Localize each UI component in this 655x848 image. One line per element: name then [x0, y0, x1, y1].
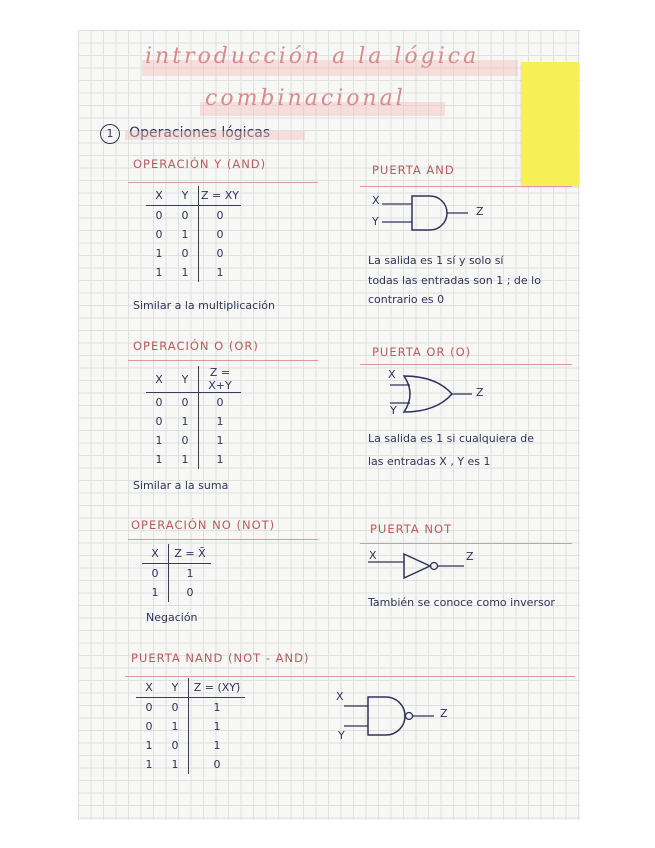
table-header: X — [136, 678, 162, 698]
nand-gate-icon — [334, 694, 454, 738]
table-cell: 0 — [155, 209, 163, 222]
table-cell: 1 — [199, 263, 242, 282]
or-input-x: X — [388, 368, 396, 381]
table-cell: 1 — [169, 564, 212, 584]
table-header: Y — [162, 678, 189, 698]
table-cell: 1 — [181, 228, 189, 241]
table-cell: 0 — [199, 244, 242, 263]
and-input-x: X — [372, 194, 380, 207]
and-desc-line3: contrario es 0 — [368, 293, 445, 306]
table-cell: 0 — [181, 247, 189, 260]
nand-output-z: Z — [440, 707, 448, 720]
nand-heading: PUERTA NAND (NOT - AND) — [131, 651, 310, 665]
table-cell: 0 — [145, 720, 153, 733]
and-note: Similar a la multiplicación — [133, 299, 275, 312]
table-cell: 0 — [181, 434, 189, 447]
and-gate-icon — [368, 192, 488, 234]
table-row — [146, 393, 241, 413]
and-output-z: Z — [476, 205, 484, 218]
table-row — [146, 450, 241, 469]
not-truth-table — [142, 544, 211, 602]
table-cell: 1 — [181, 453, 189, 466]
not-note: Negación — [146, 611, 198, 624]
table-cell: 1 — [155, 247, 163, 260]
or-output-z: Z — [476, 386, 484, 399]
table-cell: 1 — [145, 739, 153, 752]
table-cell: 1 — [151, 586, 159, 599]
table-cell: 0 — [199, 225, 242, 244]
table-cell: 0 — [171, 739, 179, 752]
or-truth-table — [146, 366, 241, 469]
table-cell: 1 — [199, 412, 242, 431]
table-row — [136, 755, 245, 774]
nand-truth-table — [136, 678, 245, 774]
table-cell: 0 — [171, 701, 179, 714]
not-gate-icon — [368, 552, 480, 582]
table-cell: 1 — [155, 266, 163, 279]
table-cell: 1 — [181, 266, 189, 279]
not-gate-rule — [360, 543, 572, 544]
table-cell: 0 — [155, 228, 163, 241]
table-row — [136, 698, 245, 718]
table-cell: 0 — [155, 396, 163, 409]
not-output-z: Z — [466, 550, 474, 563]
table-cell: 0 — [199, 393, 242, 413]
table-cell: 1 — [189, 698, 246, 718]
sticky-note — [521, 62, 579, 186]
nand-input-x: X — [336, 690, 344, 703]
table-cell: 1 — [181, 415, 189, 428]
table-row — [142, 583, 211, 602]
and-rule — [128, 182, 318, 183]
or-desc-line2: las entradas X , Y es 1 — [368, 455, 491, 468]
or-gate-rule — [360, 364, 572, 365]
table-header: Y — [172, 186, 199, 206]
or-note: Similar a la suma — [133, 479, 229, 492]
or-rule — [128, 360, 318, 361]
or-heading: OPERACIÓN O (OR) — [133, 339, 259, 353]
table-row — [146, 225, 241, 244]
not-input-x: X — [369, 549, 377, 562]
and-truth-table — [146, 186, 241, 282]
or-input-y: Y — [390, 404, 397, 417]
table-header: Z = X̄ — [169, 544, 212, 564]
table-header-row — [146, 186, 241, 206]
page-title: introducción a la lógica — [145, 44, 480, 69]
table-cell: 1 — [189, 736, 246, 755]
and-gate-rule — [360, 186, 572, 187]
not-heading: OPERACIÓN NO (NOT) — [131, 518, 276, 532]
table-header-row — [142, 544, 211, 564]
section-number: 1 — [100, 124, 120, 144]
table-cell: 1 — [155, 453, 163, 466]
table-cell: 1 — [189, 717, 246, 736]
table-header: Z = X+Y — [199, 366, 242, 393]
table-row — [146, 412, 241, 431]
section-label: Operaciones lógicas — [129, 125, 271, 141]
or-gate-heading: PUERTA OR (O) — [372, 345, 472, 359]
table-row — [146, 206, 241, 226]
table-row — [136, 717, 245, 736]
table-header: X — [146, 366, 172, 393]
table-cell: 1 — [171, 758, 179, 771]
table-cell: 0 — [145, 701, 153, 714]
not-gate-heading: PUERTA NOT — [370, 522, 453, 536]
table-cell: 1 — [199, 431, 242, 450]
and-gate-heading: PUERTA AND — [372, 163, 455, 177]
table-row — [142, 564, 211, 584]
table-cell: 1 — [199, 450, 242, 469]
table-cell: 0 — [181, 209, 189, 222]
nand-rule — [125, 676, 575, 677]
table-cell: 0 — [181, 396, 189, 409]
and-desc-line2: todas las entradas son 1 ; de lo — [368, 274, 541, 287]
table-header: Z = (XY)̄ — [189, 678, 246, 698]
table-cell: 0 — [155, 415, 163, 428]
nand-input-y: Y — [338, 729, 345, 742]
table-header: Z = XY — [199, 186, 242, 206]
not-desc-line1: También se conoce como inversor — [368, 596, 555, 609]
table-header: X — [142, 544, 169, 564]
table-cell: 1 — [155, 434, 163, 447]
table-cell: 1 — [171, 720, 179, 733]
or-desc-line1: La salida es 1 si cualquiera de — [368, 432, 535, 445]
table-row — [136, 736, 245, 755]
table-cell: 1 — [145, 758, 153, 771]
and-heading: OPERACIÓN Y (AND) — [133, 157, 267, 171]
page-title-line2: combinacional — [205, 86, 406, 111]
table-cell: 0 — [199, 206, 242, 226]
table-cell: 0 — [169, 583, 212, 602]
table-row — [146, 431, 241, 450]
and-input-y: Y — [372, 215, 379, 228]
and-desc-line1: La salida es 1 sí y solo sí — [368, 254, 504, 267]
table-cell: 0 — [151, 567, 159, 580]
table-cell: 0 — [189, 755, 246, 774]
table-header: Y — [172, 366, 199, 393]
not-rule — [128, 539, 318, 540]
table-row — [146, 263, 241, 282]
table-header: X — [146, 186, 172, 206]
section-highlight — [125, 131, 305, 140]
table-header-row — [136, 678, 245, 698]
table-row — [146, 244, 241, 263]
table-header-row — [146, 366, 241, 393]
